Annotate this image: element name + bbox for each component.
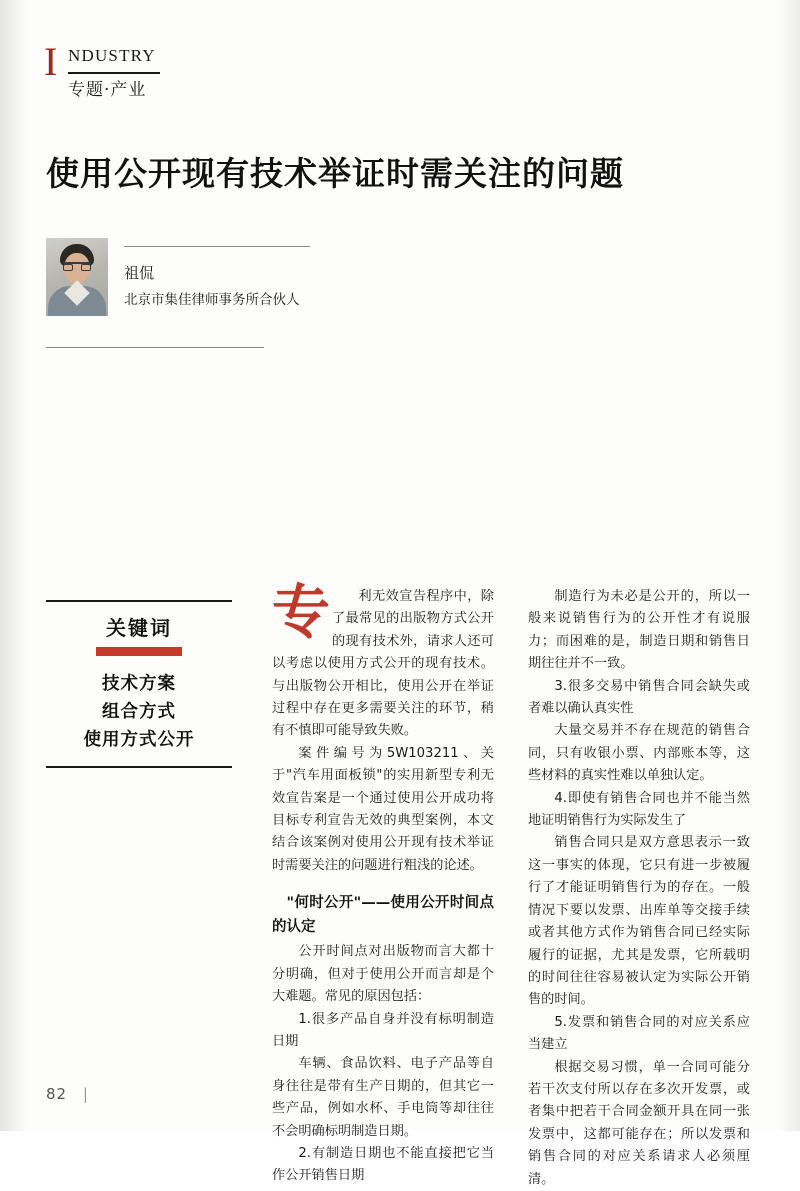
body-paragraph: 1.很多产品自身并没有标明制造日期 [272, 1011, 494, 1049]
page-folio [46, 1085, 89, 1103]
keyword-item: 组合方式 [102, 702, 176, 722]
body-paragraph: 制造行为未必是公开的，所以一般来说销售行为的公开性才有说服力；而困难的是，制造日期和销售日期往往并不一致。 [528, 589, 750, 672]
keywords-box [46, 600, 232, 768]
body-paragraph: 销售合同只是双方意思表示一致这一事实的体现，它只有进一步被履行了才能证明销售行为的存在。一般情况下要以发票、出库单等交接手续或者其他方式作为销售合同已经实际履行的证据，尤其是发票，它所载明的时间往往容易被认定为实际公开销售的时间。 [528, 835, 750, 1008]
body-column-right [528, 586, 750, 1191]
keywords-heading: 关键词 [106, 616, 172, 640]
keywords-rule-bottom [46, 766, 232, 768]
dropcap-letter: 专 [272, 578, 331, 646]
author-divider-top [124, 246, 310, 247]
author-divider-bottom [46, 347, 264, 348]
folio-separator: | [82, 1085, 89, 1103]
body-paragraph: 3.很多交易中销售合同会缺失或者难以确认真实性 [528, 678, 750, 717]
body-paragraph: 2.有制造日期也不能直接把它当作公开销售日期 [272, 1145, 494, 1184]
masthead-rule [68, 72, 160, 74]
body-paragraph: 4.即使有销售合同也并不能当然地证明销售行为实际发生了 [528, 790, 750, 829]
keyword-item: 使用方式公开 [83, 730, 195, 750]
author-block [46, 238, 336, 348]
author-name: 祖侃 [124, 264, 155, 282]
body-paragraph: 5.发票和销售合同的对应关系应当建立 [528, 1014, 750, 1053]
body-paragraph: 根据交易习惯，单一合同可能分若干次支付所以存在多次开发票，或者集中把若干合同金额开具在同一张发票中，这都可能存在；所以发票和销售合同的对应关系请求人必须厘清。 [528, 1059, 750, 1187]
section-heading: "何时公开"——使用公开时间点的认定 [272, 895, 494, 936]
body-paragraph: 案件编号为5W103211、关于"汽车用面板锁"的实用新型专利无效宣告案是一个通过使用公开成功将目标专利宣告无效的典型案例，本文结合该案例对使用公开现有技术举证时需要关注的问题进行粗浅的论述。 [272, 745, 494, 873]
body-paragraph: 公开时间点对出版物而言大都十分明确，但对于使用公开而言却是个大难题。常见的原因包括： [272, 944, 494, 1005]
keyword-item: 技术方案 [102, 674, 176, 694]
body-column-middle [272, 578, 494, 1188]
masthead-cn-label: 专题·产业 [68, 80, 147, 100]
glasses-icon [63, 262, 91, 270]
dropcap-paragraph-wrap [272, 578, 494, 743]
masthead-drop-letter: I [44, 39, 58, 84]
body-paragraph: 大量交易并不存在规范的销售合同，只有收银小票、内部账本等，这些材料的真实性难以单独认定。 [528, 723, 750, 784]
page-title: 使用公开现有技术举证时需关注的问题 [46, 154, 624, 193]
masthead-word: NDUSTRY [68, 46, 156, 65]
body-paragraph-text: 利无效宣告程序中，除了最常见的出版物方式公开的现有技术外，请求人还可以考虑以使用方式公开的现有技术。与出版物公开相比，使用公开在举证过程中存在更多需要关注的环节，稍有不慎即可能导致失败。 [272, 589, 494, 739]
author-affiliation: 北京市集佳律师事务所合伙人 [124, 292, 300, 308]
keywords-rule-top [46, 600, 232, 602]
avatar [46, 238, 108, 316]
page-number: 82 [46, 1085, 68, 1103]
keywords-underline [96, 647, 182, 656]
masthead [44, 39, 264, 104]
body-paragraph: 车辆、食品饮料、电子产品等自身往往是带有生产日期的，但其它一些产品，例如水杯、手电筒等却往往不会明确标明制造日期。 [272, 1056, 494, 1139]
